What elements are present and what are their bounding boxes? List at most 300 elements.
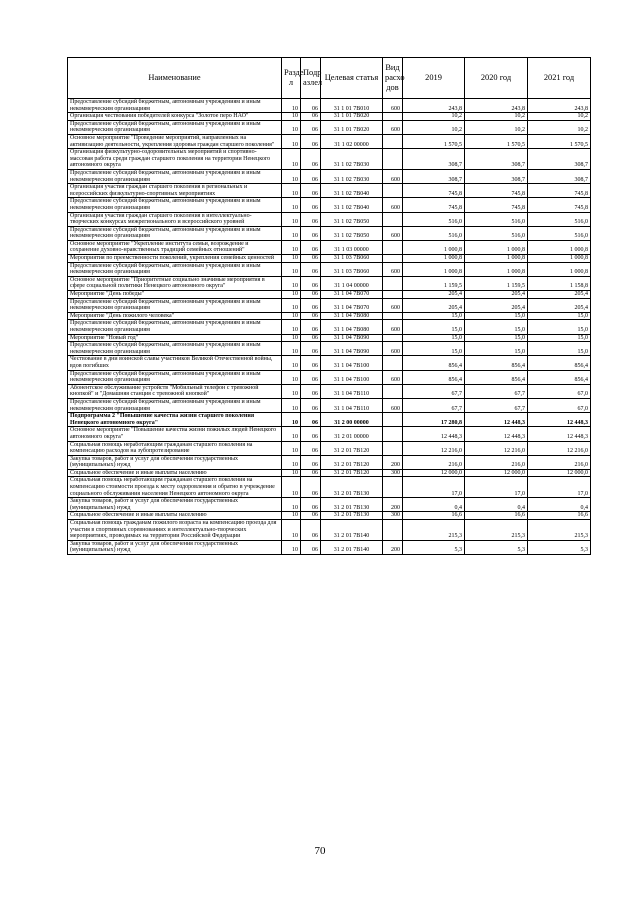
cell-section: 10 xyxy=(282,427,301,441)
cell-2020: 12 000,0 xyxy=(465,469,528,477)
cell-name: Основное мероприятие "Приоритетные социально значимые мероприятия в сфере социальной политики Ненецкого автономного округа" xyxy=(68,276,282,290)
header-section: Разде л xyxy=(282,58,301,99)
cell-name: Основное мероприятие "Проведение мероприятий, направленных на активизацию деятельности, укрепления здоровья граждан старшего поколения" xyxy=(68,134,282,148)
cell-target: 31 1 04 7В090 xyxy=(321,342,383,356)
header-target: Целевая статья xyxy=(321,58,383,99)
cell-2021: 516,0 xyxy=(528,212,591,226)
cell-name: Предоставление субсидий бюджетным, автономным учреждениям и иным некоммерческим организациям xyxy=(68,320,282,334)
table-row xyxy=(68,198,591,212)
cell-expense-type xyxy=(383,413,403,427)
cell-name: Социальная помощь неработающим гражданам старшего поколения на компенсацию расходов на зубопротезирование xyxy=(68,441,282,455)
cell-section: 10 xyxy=(282,540,301,554)
cell-2019: 10,2 xyxy=(403,120,465,134)
table-row xyxy=(68,356,591,370)
cell-subsection: 06 xyxy=(301,255,321,263)
cell-name: Социальное обеспечение и иные выплаты населению xyxy=(68,469,282,477)
cell-expense-type xyxy=(383,212,403,226)
cell-2021: 205,4 xyxy=(528,291,591,299)
cell-section: 10 xyxy=(282,184,301,198)
cell-2020: 308,7 xyxy=(465,169,528,183)
cell-2021: 216,0 xyxy=(528,455,591,469)
cell-section: 10 xyxy=(282,298,301,312)
cell-subsection: 06 xyxy=(301,298,321,312)
table-row xyxy=(68,169,591,183)
cell-2019: 15,0 xyxy=(403,312,465,320)
cell-2020: 516,0 xyxy=(465,226,528,240)
cell-expense-type xyxy=(383,255,403,263)
cell-section: 10 xyxy=(282,291,301,299)
cell-2019: 67,7 xyxy=(403,384,465,398)
cell-2020: 5,3 xyxy=(465,540,528,554)
cell-2019: 0,4 xyxy=(403,498,465,512)
cell-name: Социальная помощь гражданам пожилого возраста на компенсацию проезда для участия в спортивных соревнованиях и интеллектуально-творческих мероприятиях, проводимых на территории Российской Федерации xyxy=(68,520,282,541)
cell-subsection: 06 xyxy=(301,477,321,498)
cell-name: Предоставление субсидий бюджетным, автономным учреждениям и иным некоммерческим организациям xyxy=(68,198,282,212)
cell-expense-type: 300 xyxy=(383,469,403,477)
cell-target: 31 1 02 00000 xyxy=(321,134,383,148)
cell-2020: 216,0 xyxy=(465,455,528,469)
cell-2021: 12 216,0 xyxy=(528,441,591,455)
table-row xyxy=(68,291,591,299)
cell-2020: 205,4 xyxy=(465,298,528,312)
cell-2019: 17 280,8 xyxy=(403,413,465,427)
cell-name: Закупка товаров, работ и услуг для обеспечения государственных (муниципальных) нужд xyxy=(68,455,282,469)
cell-section: 10 xyxy=(282,255,301,263)
cell-section: 10 xyxy=(282,113,301,121)
cell-expense-type: 600 xyxy=(383,298,403,312)
cell-2020: 243,8 xyxy=(465,99,528,113)
cell-2019: 1 000,8 xyxy=(403,255,465,263)
cell-subsection: 06 xyxy=(301,262,321,276)
cell-section: 10 xyxy=(282,512,301,520)
cell-expense-type xyxy=(383,427,403,441)
header-subsection: Подр азлел xyxy=(301,58,321,99)
cell-expense-type xyxy=(383,291,403,299)
table-row xyxy=(68,455,591,469)
cell-expense-type xyxy=(383,184,403,198)
cell-section: 10 xyxy=(282,149,301,170)
cell-2019: 205,4 xyxy=(403,291,465,299)
cell-subsection: 06 xyxy=(301,540,321,554)
cell-2019: 1 000,8 xyxy=(403,262,465,276)
cell-2020: 1 159,5 xyxy=(465,276,528,290)
cell-expense-type: 600 xyxy=(383,342,403,356)
table-row xyxy=(68,469,591,477)
cell-2020: 308,7 xyxy=(465,149,528,170)
cell-2021: 17,0 xyxy=(528,477,591,498)
cell-2019: 15,0 xyxy=(403,320,465,334)
cell-2019: 1 000,8 xyxy=(403,240,465,254)
cell-2021: 12 000,0 xyxy=(528,469,591,477)
cell-2021: 308,7 xyxy=(528,169,591,183)
cell-expense-type: 600 xyxy=(383,398,403,412)
table-row xyxy=(68,120,591,134)
cell-expense-type xyxy=(383,276,403,290)
cell-expense-type: 200 xyxy=(383,498,403,512)
table-row xyxy=(68,540,591,554)
cell-subsection: 06 xyxy=(301,226,321,240)
cell-2020: 15,0 xyxy=(465,312,528,320)
cell-2020: 1 000,8 xyxy=(465,262,528,276)
cell-target: 31 2 01 7В120 xyxy=(321,455,383,469)
cell-name: Социальное обеспечение и иные выплаты населению xyxy=(68,512,282,520)
cell-2019: 12 448,3 xyxy=(403,427,465,441)
cell-2019: 516,0 xyxy=(403,212,465,226)
budget-table xyxy=(67,57,591,555)
cell-2019: 745,8 xyxy=(403,184,465,198)
cell-section: 10 xyxy=(282,169,301,183)
cell-target: 31 1 04 00000 xyxy=(321,276,383,290)
cell-target: 31 1 02 7В040 xyxy=(321,198,383,212)
cell-section: 10 xyxy=(282,398,301,412)
cell-name: Основное мероприятие "Повышение качества жизни пожилых людей Ненецкого автономного округа" xyxy=(68,427,282,441)
cell-2019: 308,7 xyxy=(403,149,465,170)
cell-name: Предоставление субсидий бюджетным, автономным учреждениям и иным некоммерческим организациям xyxy=(68,262,282,276)
cell-2019: 1 570,5 xyxy=(403,134,465,148)
cell-2020: 15,0 xyxy=(465,342,528,356)
cell-2019: 205,4 xyxy=(403,298,465,312)
cell-target: 31 1 02 7В050 xyxy=(321,212,383,226)
cell-name: Предоставление субсидий бюджетным, автономным учреждениям и иным некоммерческим организациям xyxy=(68,370,282,384)
header-2021: 2021 год xyxy=(528,58,591,99)
cell-2021: 516,0 xyxy=(528,226,591,240)
cell-target: 31 1 02 7В050 xyxy=(321,226,383,240)
table-row xyxy=(68,99,591,113)
cell-2020: 215,3 xyxy=(465,520,528,541)
cell-target: 31 1 04 7В090 xyxy=(321,334,383,342)
cell-2020: 67,7 xyxy=(465,398,528,412)
cell-subsection: 06 xyxy=(301,520,321,541)
cell-section: 10 xyxy=(282,120,301,134)
cell-target: 31 2 01 7В130 xyxy=(321,477,383,498)
cell-subsection: 06 xyxy=(301,276,321,290)
cell-2020: 516,0 xyxy=(465,212,528,226)
header-2020: 2020 год xyxy=(465,58,528,99)
cell-2021: 0,4 xyxy=(528,498,591,512)
cell-name: Предоставление субсидий бюджетным, автономным учреждениям и иным некоммерческим организациям xyxy=(68,342,282,356)
table-row xyxy=(68,498,591,512)
cell-2021: 5,3 xyxy=(528,540,591,554)
cell-2019: 12 216,0 xyxy=(403,441,465,455)
cell-2021: 215,3 xyxy=(528,520,591,541)
table-row xyxy=(68,520,591,541)
cell-subsection: 06 xyxy=(301,134,321,148)
cell-2019: 856,4 xyxy=(403,370,465,384)
cell-2019: 67,7 xyxy=(403,398,465,412)
cell-section: 10 xyxy=(282,356,301,370)
table-row xyxy=(68,134,591,148)
cell-expense-type: 600 xyxy=(383,198,403,212)
cell-name: Социальная помощь неработающим гражданам старшего поколения на компенсацию стоимости проезда к месту оздоровления и обратно в учреждение социального обслуживания населения Ненецкого автономного округа xyxy=(68,477,282,498)
table-body xyxy=(68,99,591,555)
table-row xyxy=(68,113,591,121)
cell-target: 31 1 04 7В110 xyxy=(321,398,383,412)
cell-subsection: 06 xyxy=(301,320,321,334)
cell-2020: 12 216,0 xyxy=(465,441,528,455)
table-row xyxy=(68,262,591,276)
cell-name: Предоставление субсидий бюджетным, автономным учреждениям и иным некоммерческим организациям xyxy=(68,226,282,240)
cell-2019: 15,0 xyxy=(403,334,465,342)
cell-name: Закупка товаров, работ и услуг для обеспечения государственных (муниципальных) нужд xyxy=(68,498,282,512)
cell-target: 31 1 04 7В070 xyxy=(321,298,383,312)
cell-subsection: 06 xyxy=(301,370,321,384)
cell-subsection: 06 xyxy=(301,455,321,469)
cell-2019: 1 159,5 xyxy=(403,276,465,290)
cell-subsection: 06 xyxy=(301,169,321,183)
cell-2020: 17,0 xyxy=(465,477,528,498)
cell-2019: 243,8 xyxy=(403,99,465,113)
cell-section: 10 xyxy=(282,198,301,212)
cell-2021: 308,7 xyxy=(528,149,591,170)
cell-2019: 216,0 xyxy=(403,455,465,469)
cell-name: Предоставление субсидий бюджетным, автономным учреждениям и иным некоммерческим организациям xyxy=(68,398,282,412)
cell-2020: 1 000,8 xyxy=(465,240,528,254)
table-row xyxy=(68,149,591,170)
cell-section: 10 xyxy=(282,384,301,398)
cell-subsection: 06 xyxy=(301,356,321,370)
cell-2021: 856,4 xyxy=(528,370,591,384)
cell-subsection: 06 xyxy=(301,498,321,512)
cell-target: 31 1 01 7В020 xyxy=(321,120,383,134)
cell-name: Организация участия граждан старшего поколения в интеллектуально-творческих конкурсах межрегионального и всероссийского уровней xyxy=(68,212,282,226)
cell-2019: 5,3 xyxy=(403,540,465,554)
cell-2019: 516,0 xyxy=(403,226,465,240)
cell-section: 10 xyxy=(282,469,301,477)
cell-target: 31 1 04 7В100 xyxy=(321,370,383,384)
cell-target: 31 2 00 00000 xyxy=(321,413,383,427)
table-row xyxy=(68,370,591,384)
cell-2021: 12 448,3 xyxy=(528,427,591,441)
cell-2019: 10,2 xyxy=(403,113,465,121)
cell-2021: 67,0 xyxy=(528,384,591,398)
cell-2021: 745,8 xyxy=(528,184,591,198)
cell-subsection: 06 xyxy=(301,240,321,254)
cell-expense-type xyxy=(383,312,403,320)
cell-2020: 10,2 xyxy=(465,113,528,121)
cell-2021: 10,2 xyxy=(528,113,591,121)
cell-2021: 15,0 xyxy=(528,312,591,320)
table-row xyxy=(68,384,591,398)
cell-2021: 1 000,8 xyxy=(528,262,591,276)
cell-2021: 1 158,8 xyxy=(528,276,591,290)
cell-name: Мероприятия по преемственности поколений, укрепления семейных ценностей xyxy=(68,255,282,263)
cell-2021: 1 570,5 xyxy=(528,134,591,148)
cell-2020: 856,4 xyxy=(465,356,528,370)
cell-expense-type xyxy=(383,477,403,498)
cell-2019: 15,0 xyxy=(403,342,465,356)
cell-name: Подпрограмма 2 "Повышение качества жизни старшего поколения Ненецкого автономного округа" xyxy=(68,413,282,427)
table-row xyxy=(68,320,591,334)
table-row xyxy=(68,342,591,356)
cell-name: Организация физкультурно-оздоровительных мероприятий и спортивно-массовая работа среди граждан старшего поколения на территории Ненецкого автономного округа xyxy=(68,149,282,170)
cell-target: 31 1 04 7В080 xyxy=(321,312,383,320)
cell-expense-type xyxy=(383,384,403,398)
table-row xyxy=(68,413,591,427)
cell-2019: 17,0 xyxy=(403,477,465,498)
cell-2021: 15,0 xyxy=(528,334,591,342)
cell-expense-type: 200 xyxy=(383,455,403,469)
cell-subsection: 06 xyxy=(301,291,321,299)
cell-target: 31 1 03 7В060 xyxy=(321,255,383,263)
cell-target: 31 2 01 7В120 xyxy=(321,441,383,455)
cell-name: Предоставление субсидий бюджетным, автономным учреждениям и иным некоммерческим организациям xyxy=(68,169,282,183)
cell-2020: 10,2 xyxy=(465,120,528,134)
cell-target: 31 1 02 7В040 xyxy=(321,184,383,198)
cell-2021: 205,4 xyxy=(528,298,591,312)
table-row xyxy=(68,312,591,320)
cell-section: 10 xyxy=(282,134,301,148)
cell-subsection: 06 xyxy=(301,342,321,356)
cell-2020: 0,4 xyxy=(465,498,528,512)
cell-2021: 1 000,8 xyxy=(528,255,591,263)
cell-expense-type xyxy=(383,134,403,148)
cell-2021: 745,8 xyxy=(528,198,591,212)
cell-subsection: 06 xyxy=(301,120,321,134)
cell-target: 31 2 01 00000 xyxy=(321,427,383,441)
cell-name: Мероприятие "День победы" xyxy=(68,291,282,299)
cell-name: Предоставление субсидий бюджетным, автономным учреждениям и иным некоммерческим организациям xyxy=(68,120,282,134)
cell-expense-type xyxy=(383,520,403,541)
cell-expense-type xyxy=(383,441,403,455)
cell-section: 10 xyxy=(282,413,301,427)
cell-2020: 745,8 xyxy=(465,184,528,198)
cell-subsection: 06 xyxy=(301,469,321,477)
cell-2021: 15,0 xyxy=(528,320,591,334)
cell-subsection: 06 xyxy=(301,113,321,121)
cell-2020: 16,6 xyxy=(465,512,528,520)
header-expense-type: Вид расхо дов xyxy=(383,58,403,99)
cell-section: 10 xyxy=(282,240,301,254)
table-row xyxy=(68,334,591,342)
cell-subsection: 06 xyxy=(301,441,321,455)
cell-2020: 15,0 xyxy=(465,320,528,334)
cell-2021: 1 000,8 xyxy=(528,240,591,254)
cell-2020: 12 448,3 xyxy=(465,427,528,441)
cell-expense-type: 600 xyxy=(383,370,403,384)
cell-expense-type: 200 xyxy=(383,540,403,554)
cell-subsection: 06 xyxy=(301,99,321,113)
cell-subsection: 06 xyxy=(301,312,321,320)
table-header-row xyxy=(68,58,591,99)
cell-section: 10 xyxy=(282,312,301,320)
cell-section: 10 xyxy=(282,441,301,455)
cell-subsection: 06 xyxy=(301,184,321,198)
cell-2020: 12 448,3 xyxy=(465,413,528,427)
cell-2020: 1 000,8 xyxy=(465,255,528,263)
cell-name: Мероприятие "День пожилого человека" xyxy=(68,312,282,320)
cell-2019: 856,4 xyxy=(403,356,465,370)
cell-subsection: 06 xyxy=(301,413,321,427)
cell-2021: 12 448,3 xyxy=(528,413,591,427)
cell-2021: 243,8 xyxy=(528,99,591,113)
cell-subsection: 06 xyxy=(301,149,321,170)
cell-2019: 745,8 xyxy=(403,198,465,212)
table-row xyxy=(68,255,591,263)
cell-target: 31 2 01 7В130 xyxy=(321,512,383,520)
cell-section: 10 xyxy=(282,477,301,498)
cell-target: 31 2 01 7В140 xyxy=(321,520,383,541)
cell-section: 10 xyxy=(282,276,301,290)
cell-section: 10 xyxy=(282,226,301,240)
cell-name: Основное мероприятие "Укрепление института семьи, возрождение и сохранение духовно-нравственных традиций семейных отношений" xyxy=(68,240,282,254)
table-row xyxy=(68,226,591,240)
cell-section: 10 xyxy=(282,99,301,113)
table-row xyxy=(68,512,591,520)
cell-2021: 67,0 xyxy=(528,398,591,412)
cell-name: Закупка товаров, работ и услуг для обеспечения государственных (муниципальных) нужд xyxy=(68,540,282,554)
cell-2019: 308,7 xyxy=(403,169,465,183)
cell-section: 10 xyxy=(282,498,301,512)
table-row xyxy=(68,184,591,198)
cell-2021: 856,4 xyxy=(528,356,591,370)
cell-subsection: 06 xyxy=(301,198,321,212)
table-row xyxy=(68,298,591,312)
cell-2021: 16,6 xyxy=(528,512,591,520)
cell-expense-type: 600 xyxy=(383,99,403,113)
cell-section: 10 xyxy=(282,212,301,226)
cell-expense-type: 300 xyxy=(383,512,403,520)
cell-target: 31 1 04 7В070 xyxy=(321,291,383,299)
cell-name: Предоставление субсидий бюджетным, автономным учреждениям и иным некоммерческим организациям xyxy=(68,99,282,113)
cell-target: 31 1 02 7В030 xyxy=(321,149,383,170)
cell-subsection: 06 xyxy=(301,398,321,412)
cell-target: 31 1 04 7В100 xyxy=(321,356,383,370)
cell-target: 31 2 01 7В130 xyxy=(321,498,383,512)
cell-section: 10 xyxy=(282,520,301,541)
cell-2020: 1 570,5 xyxy=(465,134,528,148)
cell-2020: 15,0 xyxy=(465,334,528,342)
header-2019: 2019 xyxy=(403,58,465,99)
cell-target: 31 1 02 7В030 xyxy=(321,169,383,183)
cell-name: Организация участия граждан старшего поколения в региональных и всероссийских физкультурно-спортивных мероприятиях xyxy=(68,184,282,198)
cell-2020: 856,4 xyxy=(465,370,528,384)
cell-subsection: 06 xyxy=(301,427,321,441)
cell-2019: 12 000,0 xyxy=(403,469,465,477)
cell-2020: 67,7 xyxy=(465,384,528,398)
cell-subsection: 06 xyxy=(301,212,321,226)
cell-name: Организация чествования победителей конкурса "Золотое перо НАО" xyxy=(68,113,282,121)
page-number: 70 xyxy=(314,845,326,857)
cell-2019: 16,6 xyxy=(403,512,465,520)
cell-expense-type: 600 xyxy=(383,169,403,183)
cell-section: 10 xyxy=(282,455,301,469)
cell-2019: 215,3 xyxy=(403,520,465,541)
table-row xyxy=(68,427,591,441)
cell-section: 10 xyxy=(282,370,301,384)
cell-target: 31 2 01 7В140 xyxy=(321,540,383,554)
cell-section: 10 xyxy=(282,342,301,356)
cell-section: 10 xyxy=(282,320,301,334)
cell-section: 10 xyxy=(282,262,301,276)
cell-target: 31 2 01 7В120 xyxy=(321,469,383,477)
cell-expense-type xyxy=(383,240,403,254)
table-row xyxy=(68,276,591,290)
cell-target: 31 1 04 7В080 xyxy=(321,320,383,334)
table-row xyxy=(68,477,591,498)
cell-subsection: 06 xyxy=(301,334,321,342)
table-row xyxy=(68,240,591,254)
cell-2020: 205,4 xyxy=(465,291,528,299)
cell-name: Мероприятие "Новый год" xyxy=(68,334,282,342)
cell-section: 10 xyxy=(282,334,301,342)
cell-expense-type xyxy=(383,113,403,121)
cell-name: Предоставление субсидий бюджетным, автономным учреждениям и иным некоммерческим организациям xyxy=(68,298,282,312)
cell-target: 31 1 01 7В020 xyxy=(321,113,383,121)
cell-expense-type: 600 xyxy=(383,262,403,276)
cell-target: 31 1 03 00000 xyxy=(321,240,383,254)
cell-expense-type xyxy=(383,356,403,370)
table-row xyxy=(68,398,591,412)
